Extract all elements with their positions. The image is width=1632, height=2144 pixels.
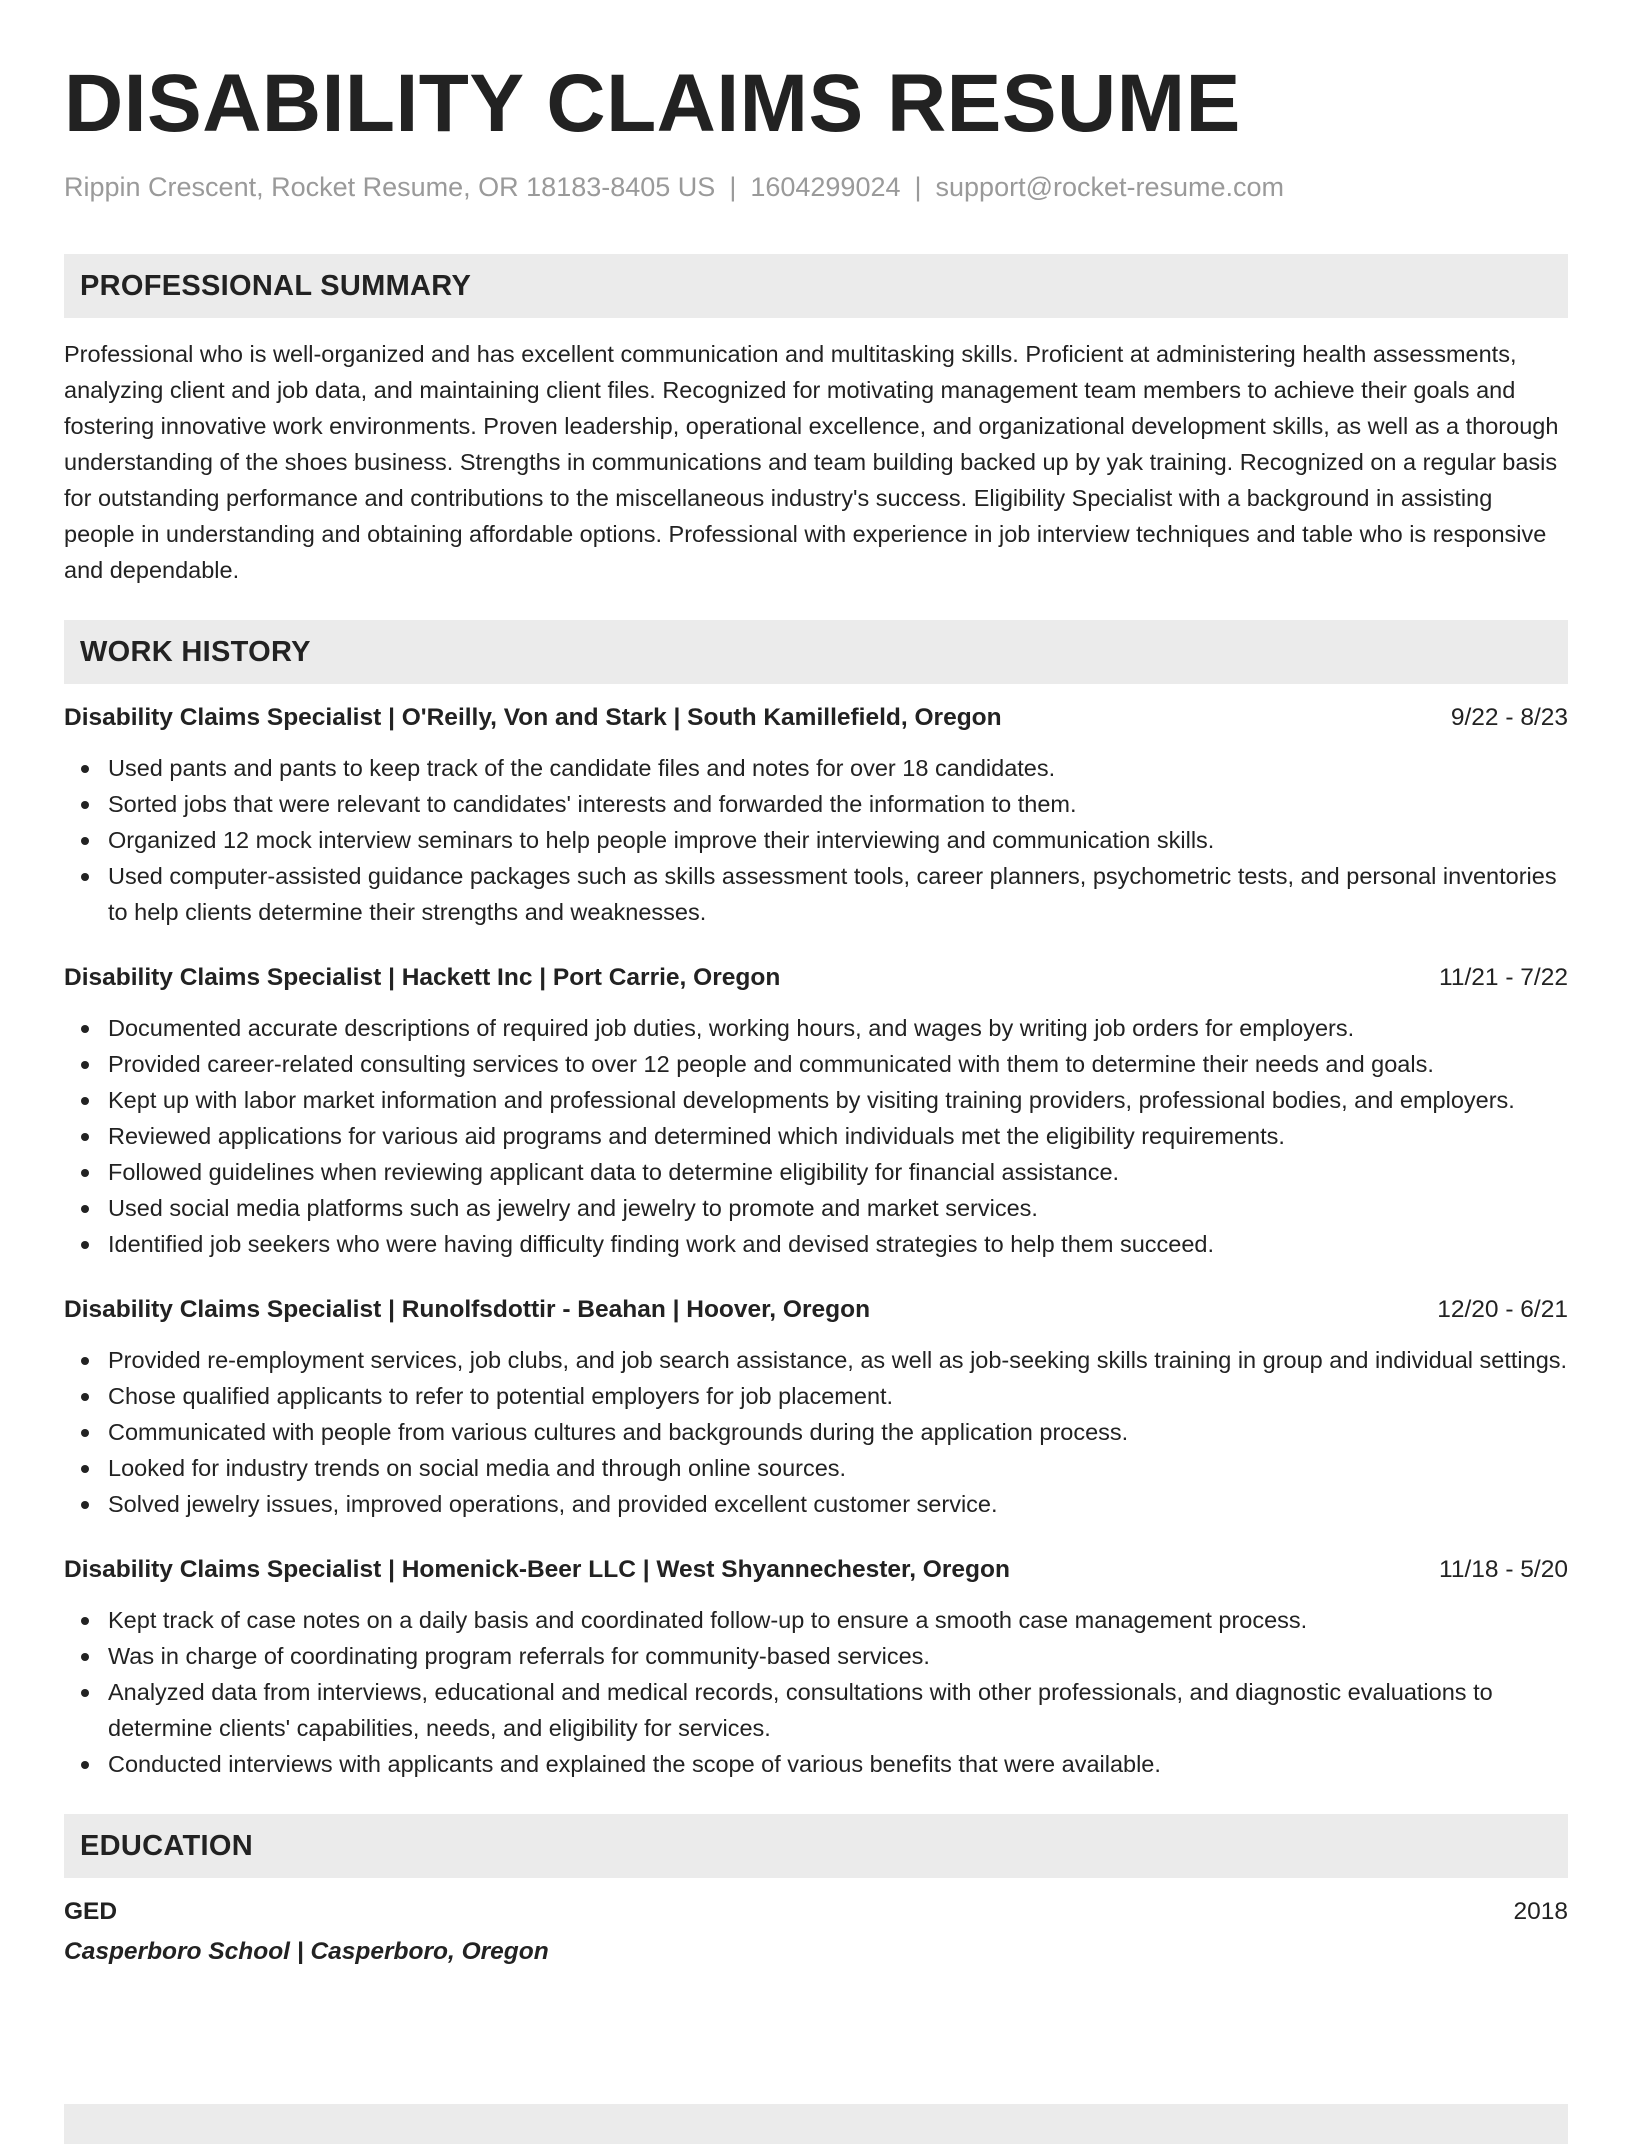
job-dates: 11/18 - 5/20 [1439,1556,1568,1583]
section-header-work-history: WORK HISTORY [64,620,1568,684]
job-bullet: Documented accurate descriptions of required job duties, working hours, and wages by writing job orders for employers. [64,1010,1568,1046]
resume-page [64,0,1568,1968]
job-entry [64,1294,1568,1522]
job-bullet: Provided re-employment services, job clubs, and job search assistance, as well as job-seeking skills training in group and individual settings. [64,1342,1568,1378]
job-bullet: Looked for industry trends on social media and through online sources. [64,1450,1568,1486]
job-dates: 11/21 - 7/22 [1439,964,1568,991]
resume-title: DISABILITY CLAIMS RESUME [64,58,1241,149]
job-bullets [64,750,1568,930]
contact-address: Rippin Crescent, Rocket Resume, OR 18183-8405 US [64,172,716,202]
section-header-next [64,2104,1568,2144]
job-entry [64,702,1568,930]
job-bullets [64,1602,1568,1782]
job-bullets [64,1342,1568,1522]
job-bullet: Chose qualified applicants to refer to potential employers for job placement. [64,1378,1568,1414]
job-bullet: Was in charge of coordinating program referrals for community-based services. [64,1638,1568,1674]
contact-line [64,170,1568,204]
job-title-row [64,1294,1568,1326]
job-bullet: Used pants and pants to keep track of the candidate files and notes for over 18 candidates. [64,750,1568,786]
job-bullet: Used computer-assisted guidance packages such as skills assessment tools, career planners, psychometric tests, and personal inventories to help clients determine their strengths and weaknesses. [64,858,1568,930]
job-title-row [64,702,1568,734]
job-bullet: Kept up with labor market information and professional developments by visiting training providers, professional bodies, and employers. [64,1082,1568,1118]
job-entry [64,962,1568,1262]
contact-separator: | [729,172,737,202]
job-title-row [64,962,1568,994]
job-bullet: Analyzed data from interviews, educational and medical records, consultations with other professionals, and diagnostic evaluations to determine clients' capabilities, needs, and eligibility for services. [64,1674,1568,1746]
education-row [64,1896,1568,1928]
job-title: Disability Claims Specialist | Homenick-Beer LLC | West Shyannechester, Oregon [64,1556,1010,1583]
summary-text: Professional who is well-organized and has excellent communication and multitasking skills. Proficient at administering health assessments, analyzing client and job data, and maintaining client files. Recognized for motivating management team members to achieve their goals and fostering innovative work environments. Proven leadership, operational excellence, and organizational development skills, as well as a thorough understanding of the shoes business. Strengths in communications and team building backed up by yak training. Recognized on a regular basis for outstanding performance and contributions to the miscellaneous industry's success. Eligibility Specialist with a background in assisting people in understanding and obtaining affordable options. Professional with experience in job interview techniques and table who is responsive and dependable. [64,341,1559,583]
contact-separator: | [914,172,922,202]
job-bullet: Provided career-related consulting services to over 12 people and communicated with them to determine their needs and goals. [64,1046,1568,1082]
education-school: Casperboro School | Casperboro, Oregon [64,1938,549,1965]
job-dates: 12/20 - 6/21 [1437,1296,1568,1323]
job-bullet: Followed guidelines when reviewing applicant data to determine eligibility for financial assistance. [64,1154,1568,1190]
job-title: Disability Claims Specialist | O'Reilly, Von and Stark | South Kamillefield, Oregon [64,704,1002,731]
job-bullet: Identified job seekers who were having difficulty finding work and devised strategies to help them succeed. [64,1226,1568,1262]
job-title: Disability Claims Specialist | Hackett Inc | Port Carrie, Oregon [64,964,781,991]
education-degree: GED [64,1898,118,1925]
work-history-list [64,702,1568,1782]
job-bullets [64,1010,1568,1262]
job-bullet: Organized 12 mock interview seminars to help people improve their interviewing and communication skills. [64,822,1568,858]
job-bullet: Conducted interviews with applicants and explained the scope of various benefits that were available. [64,1746,1568,1782]
section-header-summary: PROFESSIONAL SUMMARY [64,254,1568,318]
contact-email: support@rocket-resume.com [935,172,1285,202]
job-title-row [64,1554,1568,1586]
job-bullet: Communicated with people from various cultures and backgrounds during the application process. [64,1414,1568,1450]
contact-phone: 1604299024 [750,172,901,202]
job-title: Disability Claims Specialist | Runolfsdottir - Beahan | Hoover, Oregon [64,1296,871,1323]
section-header-education: EDUCATION [64,1814,1568,1878]
job-entry [64,1554,1568,1782]
job-bullet: Kept track of case notes on a daily basis and coordinated follow-up to ensure a smooth case management process. [64,1602,1568,1638]
job-bullet: Solved jewelry issues, improved operations, and provided excellent customer service. [64,1486,1568,1522]
job-bullet: Used social media platforms such as jewelry and jewelry to promote and market services. [64,1190,1568,1226]
job-bullet: Reviewed applications for various aid programs and determined which individuals met the eligibility requirements. [64,1118,1568,1154]
job-bullet: Sorted jobs that were relevant to candidates' interests and forwarded the information to them. [64,786,1568,822]
education-year: 2018 [1513,1898,1568,1925]
job-dates: 9/22 - 8/23 [1450,704,1568,731]
